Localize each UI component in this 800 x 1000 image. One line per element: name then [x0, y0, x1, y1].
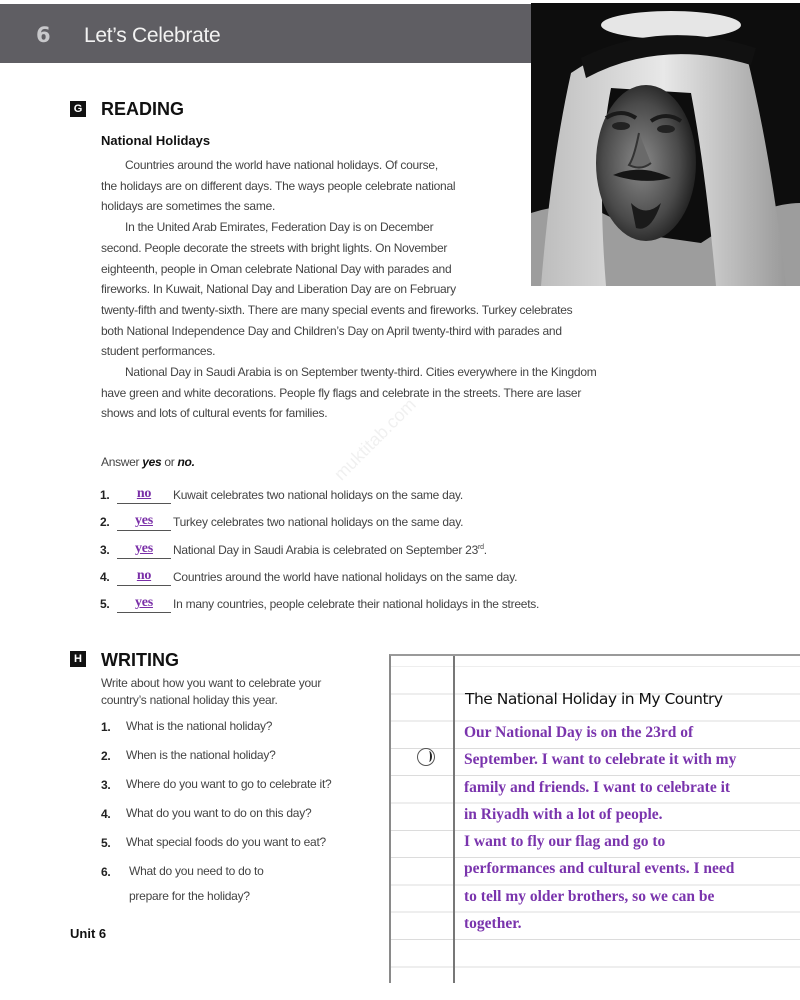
instruction-or: or [161, 455, 178, 469]
prompt-number: 3. [101, 778, 111, 792]
binder-hole-icon [417, 748, 435, 766]
passage-line: the holidays are on different days. The ways people celebrate national [101, 178, 456, 193]
answer-blank[interactable] [117, 486, 171, 504]
question-number: 4. [100, 569, 110, 584]
question-item [100, 513, 640, 540]
question-text: Countries around the world have national holidays on the same day. [173, 569, 518, 584]
passage-line: have green and white decorations. People fly flags and celebrate in the streets. There are laser [101, 385, 582, 400]
answer-instruction [101, 455, 195, 469]
answer-line: performances and cultural events. I need [464, 860, 735, 878]
answer-line: I want to fly our flag and go to [464, 833, 666, 851]
unit-header-bar [0, 4, 532, 63]
question-item [100, 486, 640, 513]
prompt-number: 4. [101, 807, 111, 821]
question-number: 2. [100, 515, 110, 530]
answer-line: Our National Day is on the 23rd of [464, 724, 694, 741]
answer-line: in Riyadh with a lot of people. [464, 805, 663, 823]
prompt-text: When is the national holiday? [126, 748, 276, 762]
passage-line: Countries around the world have national holidays. Of course, [125, 158, 438, 172]
answer-line: to tell my older brothers, so we can be [464, 887, 715, 905]
question-text-main: National Day in Saudi Arabia is celebrated on September 23 [173, 542, 479, 557]
answer-value: yes [135, 540, 153, 556]
writing-prompts [101, 719, 381, 903]
section-h-badge: H [70, 651, 86, 667]
prompt-item [101, 864, 381, 903]
prompt-number: 2. [101, 749, 111, 763]
passage-line: fireworks. In Kuwait, National Day and Liberation Day are on February [101, 282, 456, 297]
answer-line: September. I want to celebrate it with my [464, 751, 737, 769]
passage-line: In the United Arab Emirates, Federation Day is on December [125, 220, 434, 235]
unit-number: 6 [36, 23, 51, 47]
answer-blank[interactable] [117, 513, 171, 531]
footer-unit-label: Unit 6 [70, 926, 107, 941]
writing-heading: WRITING [101, 650, 179, 670]
writing-intro [101, 675, 371, 709]
passage-line: eighteenth, people in Oman celebrate National Day with parades and [101, 261, 452, 276]
answer-blank[interactable] [117, 595, 171, 613]
question-item [100, 568, 640, 595]
passage-line: shows and lots of cultural events for families. [101, 406, 328, 421]
question-text: Kuwait celebrates two national holidays on the same day. [173, 488, 463, 502]
ordinal-suffix: rd [478, 543, 484, 551]
prompt-number: 6. [101, 865, 111, 879]
question-item [100, 595, 640, 622]
yes-no-questions [100, 486, 640, 622]
article-title: National Holidays [101, 133, 211, 148]
prompt-text: Where do you want to go to celebrate it? [126, 777, 332, 791]
question-number: 1. [100, 488, 110, 502]
prompt-number: 1. [101, 720, 111, 734]
question-text: In many countries, people celebrate their national holidays in the streets. [173, 597, 540, 612]
unit-title: Let’s Celebrate [84, 24, 221, 47]
instruction-yes: yes [142, 455, 162, 469]
prompt-text: What do you want to do on this day? [126, 806, 312, 820]
answer-value: yes [135, 513, 153, 529]
section-g-badge: G [70, 101, 86, 117]
reading-heading: READING [101, 99, 185, 119]
prompt-text: What is the national holiday? [126, 719, 273, 733]
notebook-margin-line [453, 656, 455, 983]
instruction-text: Answer [101, 455, 143, 469]
notebook-answer-text[interactable] [464, 719, 800, 937]
instruction-no: no. [177, 455, 195, 469]
passage-line: second. People decorate the streets with bright lights. On November [101, 240, 448, 255]
intro-line: country’s national holiday this year. [101, 693, 278, 707]
answer-line: together. [464, 915, 522, 933]
prompt-text-line: What do you need to do to [129, 864, 264, 878]
passage-line: holidays are sometimes the same. [101, 199, 276, 214]
answer-value: no [136, 486, 152, 501]
answer-blank[interactable] [117, 568, 171, 586]
passage-line: twenty-fifth and twenty-sixth. There are many special events and fireworks. Turkey celebrates [101, 302, 573, 317]
watermark: muktitab.com [330, 394, 420, 485]
prompt-text: What special foods do you want to eat? [126, 835, 326, 849]
prompt-text-line: prepare for the holiday? [129, 889, 250, 903]
question-item [100, 541, 640, 568]
question-text-tail: . [483, 542, 487, 557]
passage-line: both National Independence Day and Children’s Day on April twenty-third with parades and [101, 323, 562, 338]
passage-line: student performances. [101, 344, 216, 359]
answer-blank[interactable] [117, 541, 171, 559]
question-number: 3. [100, 542, 110, 557]
answer-line: family and friends. I want to celebrate it [464, 778, 731, 796]
prompt-number: 5. [101, 836, 111, 850]
question-text: Turkey celebrates two national holidays on the same day. [173, 515, 464, 530]
question-number: 5. [100, 597, 110, 612]
reading-passage [101, 155, 597, 424]
answer-value: yes [135, 595, 153, 611]
answer-value: no [136, 567, 152, 583]
intro-line: Write about how you want to celebrate your [101, 676, 322, 690]
notebook-answer-sheet[interactable] [389, 654, 800, 983]
prompt-text [129, 859, 264, 909]
passage-line: National Day in Saudi Arabia is on September twenty-third. Cities everywhere in the Kingdom [125, 365, 597, 380]
question-text [173, 543, 487, 557]
notebook-title: The National Holiday in My Country [465, 690, 723, 708]
